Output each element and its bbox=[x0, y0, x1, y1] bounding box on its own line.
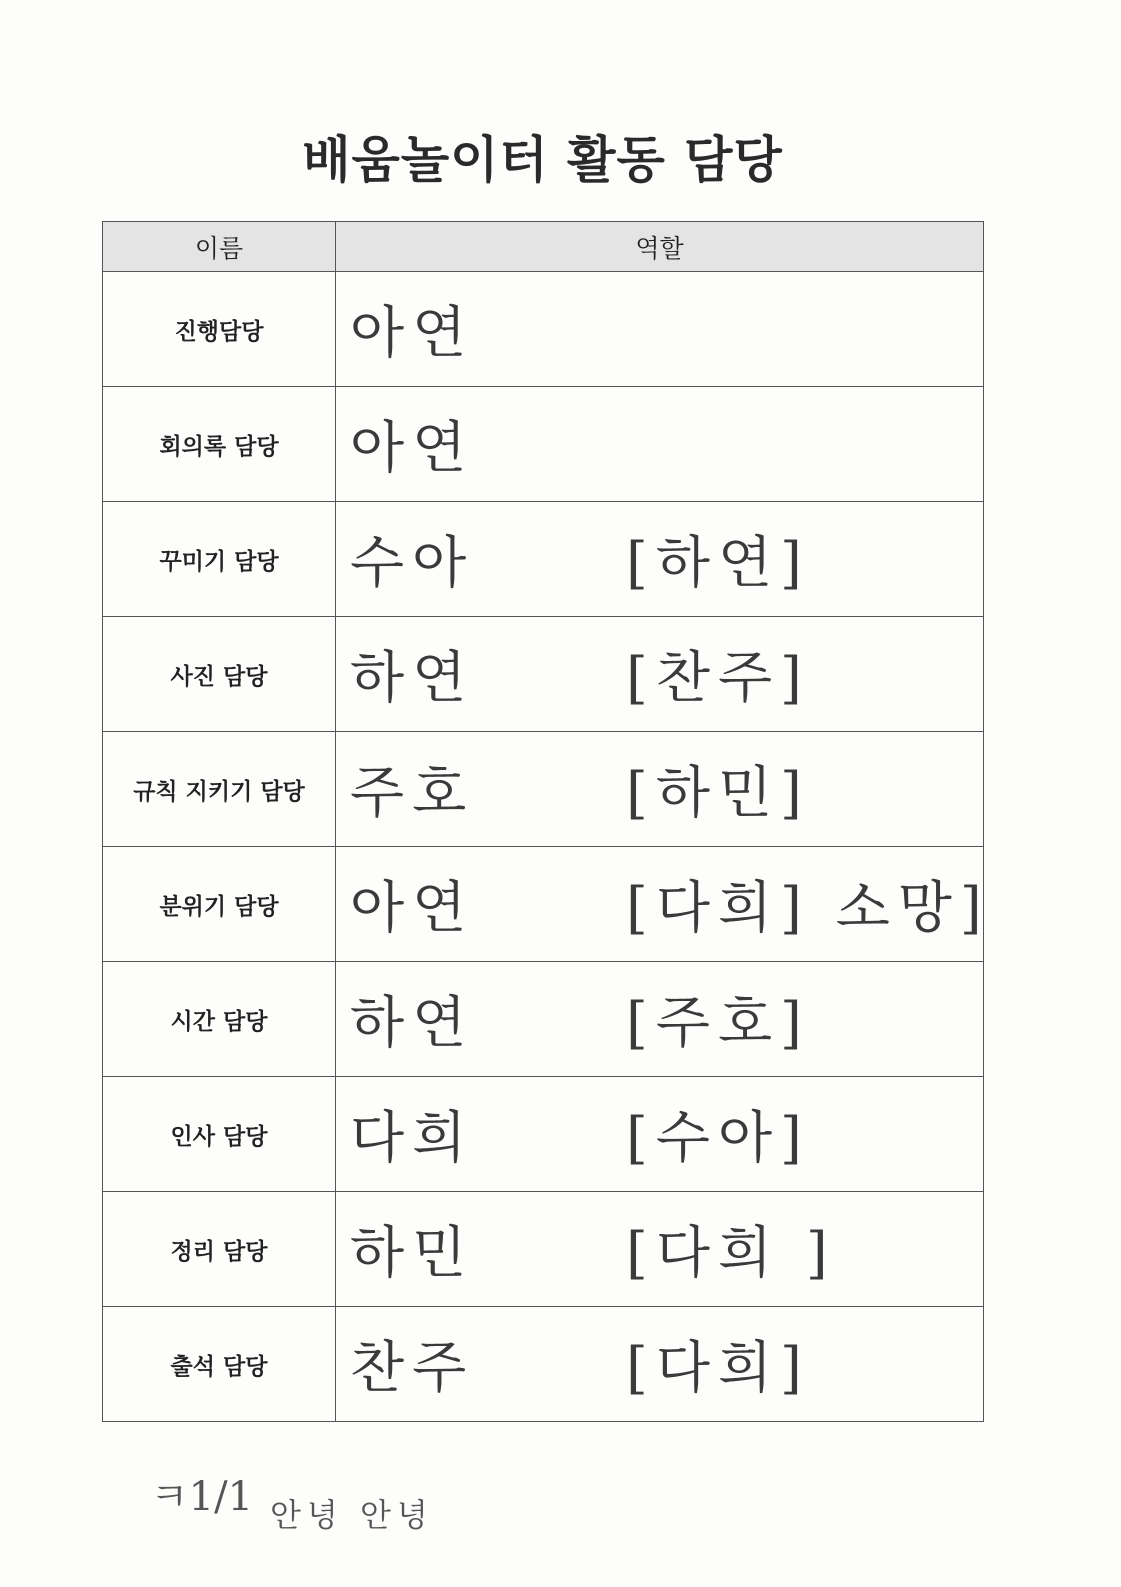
role-label: 정리 담당 bbox=[103, 1192, 336, 1307]
table-row bbox=[103, 502, 984, 617]
table-row bbox=[103, 732, 984, 847]
handwritten-primary: 주호 bbox=[350, 761, 475, 826]
page-title: 배움놀이터 활동 담당 bbox=[302, 131, 783, 189]
entry-cell bbox=[336, 502, 984, 617]
handwritten-secondary: [다희 ] bbox=[626, 1221, 836, 1286]
role-label: 회의록 담당 bbox=[103, 387, 336, 502]
entry-cell bbox=[336, 272, 984, 387]
entry-cell bbox=[336, 847, 990, 962]
handwritten-primary: 다희 bbox=[350, 1106, 475, 1171]
handwritten-secondary: [하연] bbox=[626, 531, 810, 596]
role-label: 진행담당 bbox=[103, 272, 336, 387]
role-label: 규칙 지키기 담당 bbox=[103, 732, 336, 847]
role-label: 출석 담당 bbox=[103, 1307, 336, 1422]
role-label: 꾸미기 담당 bbox=[103, 502, 336, 617]
header-name: 이름 bbox=[103, 222, 336, 272]
table-row bbox=[103, 847, 984, 962]
handwritten-primary: 아연 bbox=[350, 876, 475, 941]
handwritten-secondary: [찬주] bbox=[626, 646, 810, 711]
table-row bbox=[103, 617, 984, 732]
table-row bbox=[103, 387, 984, 502]
role-label: 인사 담당 bbox=[103, 1077, 336, 1192]
role-label: 사진 담당 bbox=[103, 617, 336, 732]
header-role: 역할 bbox=[336, 222, 984, 272]
handwritten-note: 안녕 안녕 bbox=[270, 1496, 434, 1534]
role-label: 시간 담당 bbox=[103, 962, 336, 1077]
entry-cell bbox=[336, 732, 984, 847]
handwritten-primary: 수아 bbox=[350, 531, 475, 596]
table-row bbox=[103, 1192, 984, 1307]
role-label: 분위기 담당 bbox=[103, 847, 336, 962]
handwritten-mark: ㅋ1/1 bbox=[150, 1474, 254, 1520]
entry-cell bbox=[336, 387, 984, 502]
table-row bbox=[103, 1307, 984, 1422]
entry-cell bbox=[336, 1077, 984, 1192]
handwritten-secondary: [주호] bbox=[626, 991, 810, 1056]
handwritten-primary: 하민 bbox=[350, 1221, 475, 1286]
entry-cell bbox=[336, 617, 984, 732]
entry-cell bbox=[336, 1192, 984, 1307]
handwritten-primary: 아연 bbox=[350, 301, 475, 366]
handwritten-primary: 아연 bbox=[350, 416, 475, 481]
handwritten-secondary: [다희] bbox=[626, 1336, 810, 1401]
table-row bbox=[103, 1077, 984, 1192]
handwritten-secondary: [하민] bbox=[626, 761, 810, 826]
handwritten-primary: 하연 bbox=[350, 646, 475, 711]
table-header-row bbox=[103, 222, 984, 272]
table-row bbox=[103, 272, 984, 387]
entry-cell bbox=[336, 1307, 984, 1422]
role-table bbox=[102, 221, 990, 1422]
handwritten-primary: 하연 bbox=[350, 991, 475, 1056]
handwritten-secondary: [다희] 소망] bbox=[626, 876, 990, 941]
entry-cell bbox=[336, 962, 984, 1077]
handwritten-secondary: [수아] bbox=[626, 1106, 810, 1171]
table-row bbox=[103, 962, 984, 1077]
handwritten-primary: 찬주 bbox=[350, 1336, 475, 1401]
